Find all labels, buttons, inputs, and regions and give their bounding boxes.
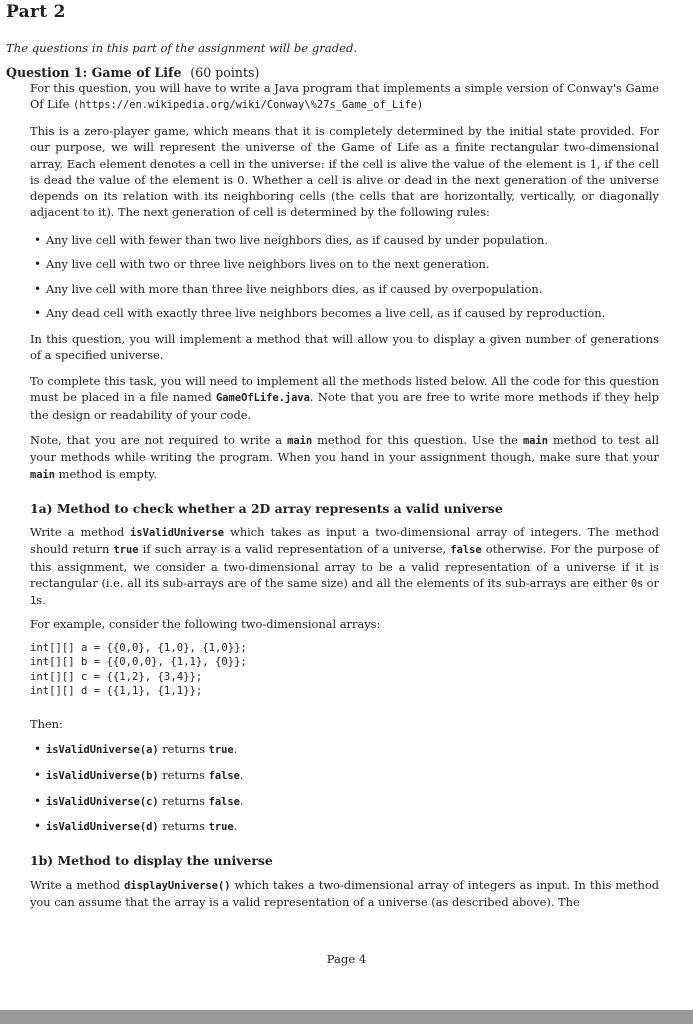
question-heading (6, 65, 259, 80)
code-main: main (30, 468, 56, 481)
result-value: true (208, 821, 234, 833)
text-span: returns (158, 742, 209, 756)
then-label: Then: (30, 717, 63, 731)
viewer-bottom-bar (0, 1010, 693, 1024)
code-zero: 0 (630, 577, 638, 590)
code-true: true (113, 544, 139, 557)
method-name: isValidUniverse (130, 527, 225, 539)
result-call: isValidUniverse(d) (46, 821, 159, 833)
text-span: method is empty. (55, 466, 157, 481)
task-paragraph-3 (30, 432, 659, 483)
text-span: s or (637, 575, 659, 590)
text-span: returns (158, 794, 209, 808)
intro-text: For this question, you will have to write a Java program that implements a simple version of Conway's Game Of Life (30, 81, 659, 112)
text-span: Write a method (30, 878, 125, 892)
text-span: Note, that you are not required to write a (30, 433, 288, 447)
code-line: int[][] a = {{0,0}, {1,0}, {1,0}}; (30, 642, 247, 654)
section-1b-heading: 1b) Method to display the universe (30, 853, 273, 868)
section-1a-paragraph (30, 524, 659, 609)
part-title: Part 2 (6, 2, 66, 22)
wikipedia-link[interactable]: (https://en.wikipedia.org/wiki/Conway\%27s_Game_of_Life) (72, 99, 424, 112)
code-one: 1 (30, 595, 37, 608)
question-points: (60 points) (190, 65, 260, 80)
code-false: false (450, 544, 482, 557)
result-value: false (208, 796, 240, 808)
page-number: Page 4 (326, 952, 367, 966)
rule-item: • Any dead cell with exactly three live neighbors becomes a live cell, as if caused by reproduction. (46, 305, 666, 321)
result-value: true (208, 744, 234, 756)
result-item (46, 793, 666, 810)
text-span: . (239, 794, 244, 808)
code-line: int[][] c = {{1,2}, {3,4}}; (30, 670, 203, 683)
result-item (46, 767, 666, 784)
intro-paragraph-1 (30, 80, 659, 114)
rule-item: • Any live cell with two or three live neighbors lives on to the next generation. (46, 256, 666, 272)
section-1b-paragraph (30, 877, 659, 911)
text-span: . (233, 819, 238, 833)
text-span: method to test all your methods while writing the program. When you hand in your assignment though, make sure that your (30, 433, 660, 465)
text-span: To complete this task, you will need to implement all the methods listed below. All the code for this question must be placed in a file named (30, 374, 659, 405)
text-span: otherwise. For the purpose of this assignment, we consider a two-dimensional array to be a valid representation of a universe if it is rectangular (i.e. all its sub-arrays are of the same size) and all the elements of its sub-arrays are either (30, 542, 660, 590)
code-main: main (287, 435, 313, 447)
text-span: . (233, 742, 238, 756)
text-span: returns (158, 819, 209, 833)
text-span: if such array is a valid representation of a universe, (138, 542, 451, 557)
code-line: int[][] b = {{0,0,0}, {1,1}, {0}}; (30, 656, 247, 669)
code-block (30, 641, 247, 699)
text-span: . Note that you are free to write more methods if they help the design or readability of your code. (30, 390, 659, 422)
code-main: main (522, 435, 548, 447)
example-intro: For example, consider the following two-dimensional arrays: (30, 617, 381, 631)
text-span: which takes as input a two-dimensional array of integers. The method should return (30, 525, 659, 557)
result-call: isValidUniverse(c) (46, 796, 159, 808)
result-item (46, 741, 666, 758)
intro-paragraph-2: This is a zero-player game, which means that it is completely determined by the initial state provided. For our purpose, we will represent the universe of the Game of Life as a finite rectangular two-dimensional array. Each element denotes a cell in the universe: if the cell is alive the value of the element is 1, if the cell is dead the value of the element is 0. Whether a cell is alive or dead in the next generation of the universe depends on its relation with its neighboring cells (the cells that are horizontally, vertically, or diagonally adjacent to it). The next generation of cell is determined by the following rules: (30, 124, 659, 220)
text-span: method for this question. Use the (312, 433, 523, 447)
task-paragraph-2 (30, 373, 659, 423)
text-span: returns (158, 768, 209, 782)
code-line: int[][] d = {{1,1}, {1,1}}; (30, 685, 203, 698)
text-span: s. (36, 593, 46, 608)
result-value: false (208, 770, 240, 782)
text-span: Write a method (30, 525, 131, 539)
result-call: isValidUniverse(a) (46, 744, 159, 756)
question-title: Question 1: Game of Life (6, 65, 182, 80)
part-subtitle: The questions in this part of the assignment will be graded. (6, 41, 358, 55)
method-name: displayUniverse() (124, 880, 231, 892)
result-item (46, 818, 666, 835)
rule-item: • Any live cell with fewer than two live neighbors dies, as if caused by under population. (46, 232, 666, 248)
section-1a-heading: 1a) Method to check whether a 2D array represents a valid universe (30, 501, 503, 516)
task-paragraph-1: In this question, you will implement a method that will allow you to display a given number of generations of a specified universe. (30, 332, 659, 363)
text-span: which takes a two-dimensional array of integers as input. In this method you can assume that the array is a valid representation of a universe (as described above). The (30, 878, 659, 910)
text-span: . (239, 768, 244, 782)
file-name: GameOfLife.java (216, 392, 310, 405)
result-call: isValidUniverse(b) (46, 770, 159, 782)
rule-item: • Any live cell with more than three live neighbors dies, as if caused by overpopulation. (46, 281, 666, 297)
